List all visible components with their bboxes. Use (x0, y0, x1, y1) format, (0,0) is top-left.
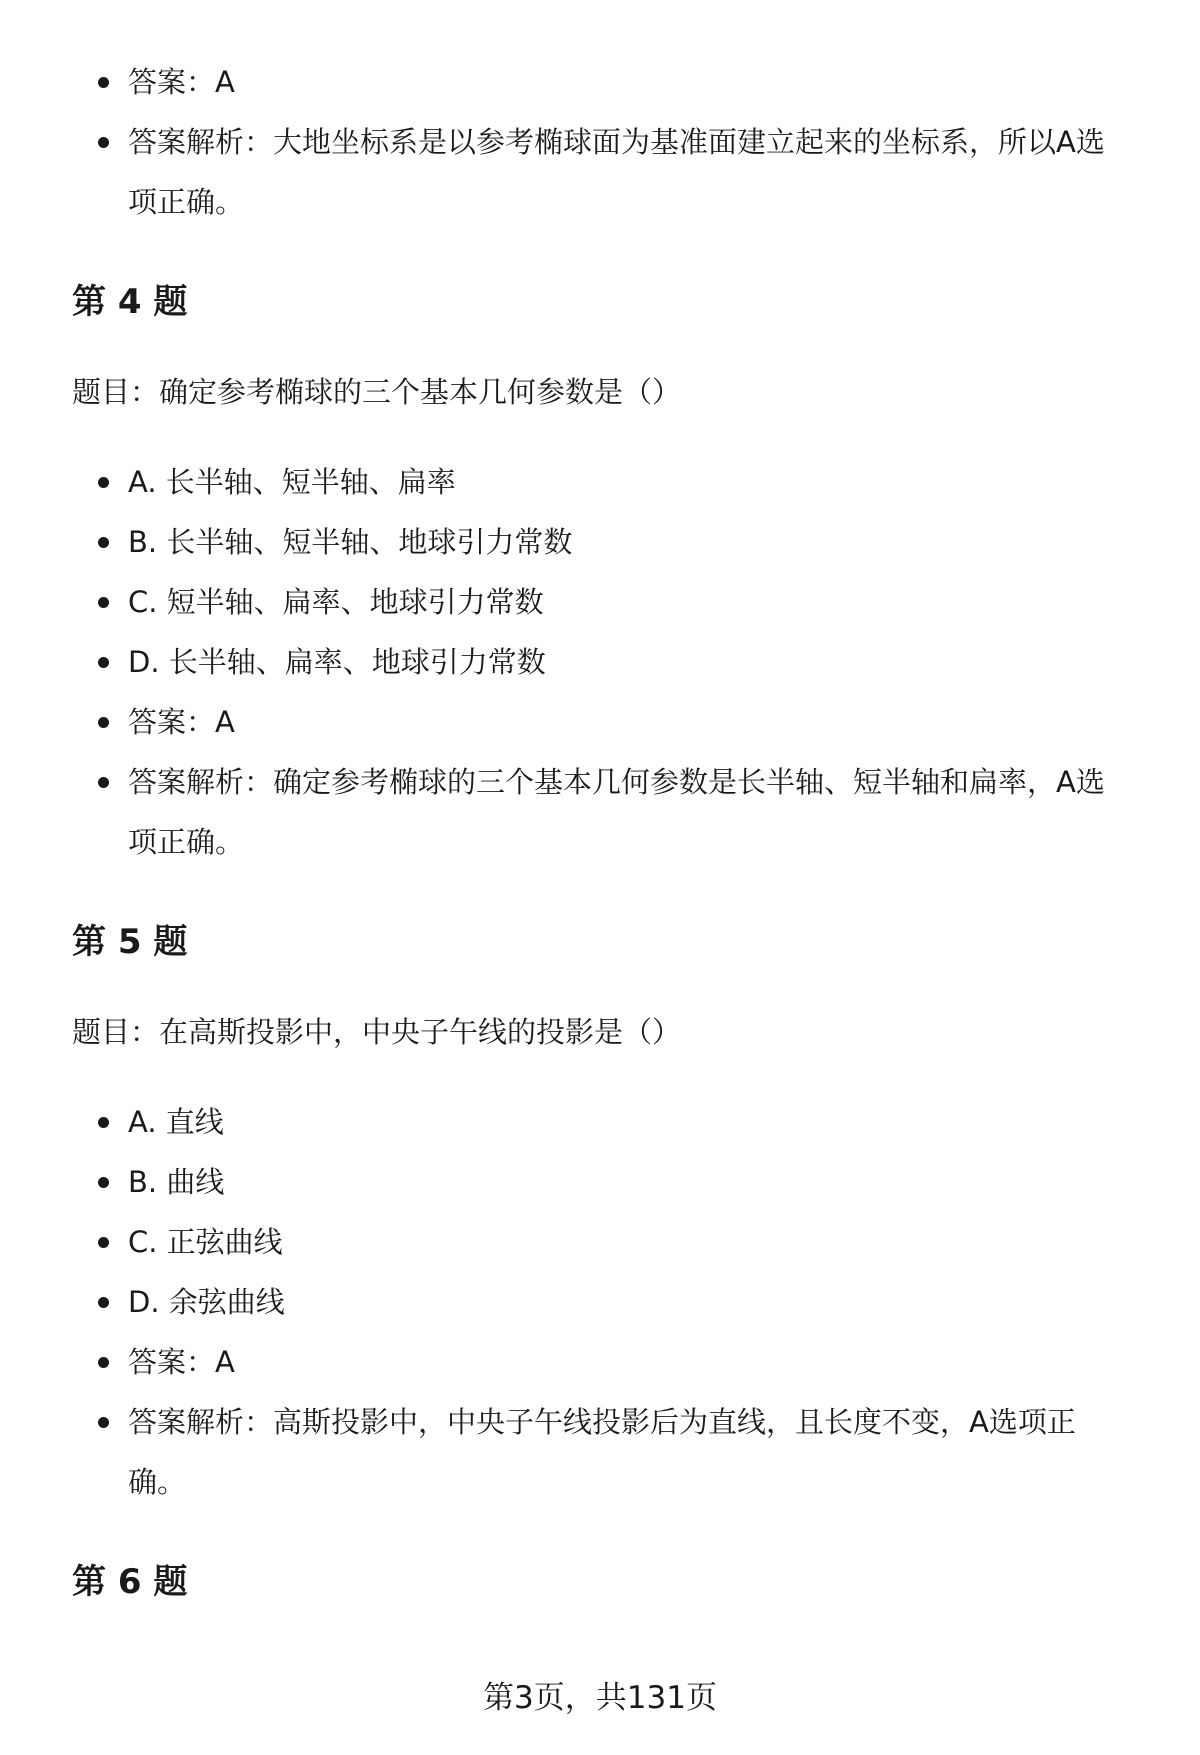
question-4-heading: 第 4 题 (72, 282, 188, 322)
question-5-stem: 题目：在高斯投影中，中央子午线的投影是（） (72, 1015, 682, 1049)
option-d: D. 余弦曲线 (72, 1272, 1132, 1332)
answer-item: 答案：A (72, 52, 1132, 112)
option-b: B. 曲线 (72, 1152, 1132, 1212)
explanation-item: 答案解析：高斯投影中，中央子午线投影后为直线，且长度不变，A选项正确。 (72, 1392, 1132, 1512)
option-d: D. 长半轴、扁率、地球引力常数 (72, 632, 1132, 692)
explanation-item: 答案解析：大地坐标系是以参考椭球面为基准面建立起来的坐标系，所以A选项正确。 (72, 112, 1132, 232)
option-a: A. 直线 (72, 1092, 1132, 1152)
page-number-footer: 第3页，共131页 (483, 1680, 717, 1716)
answer-item: 答案：A (72, 1332, 1132, 1392)
answer-item: 答案：A (72, 692, 1132, 752)
question-4-options (72, 452, 1132, 872)
option-b: B. 长半轴、短半轴、地球引力常数 (72, 512, 1132, 572)
option-c: C. 短半轴、扁率、地球引力常数 (72, 572, 1132, 632)
document-content (72, 52, 1132, 1612)
question-6-heading: 第 6 题 (72, 1562, 188, 1602)
explanation-item: 答案解析：确定参考椭球的三个基本几何参数是长半轴、短半轴和扁率，A选项正确。 (72, 752, 1132, 872)
question-5-heading: 第 5 题 (72, 922, 188, 962)
option-a: A. 长半轴、短半轴、扁率 (72, 452, 1132, 512)
question-4-stem: 题目：确定参考椭球的三个基本几何参数是（） (72, 375, 682, 409)
q3-tail-list (72, 52, 1132, 232)
question-5-options (72, 1092, 1132, 1512)
option-c: C. 正弦曲线 (72, 1212, 1132, 1272)
